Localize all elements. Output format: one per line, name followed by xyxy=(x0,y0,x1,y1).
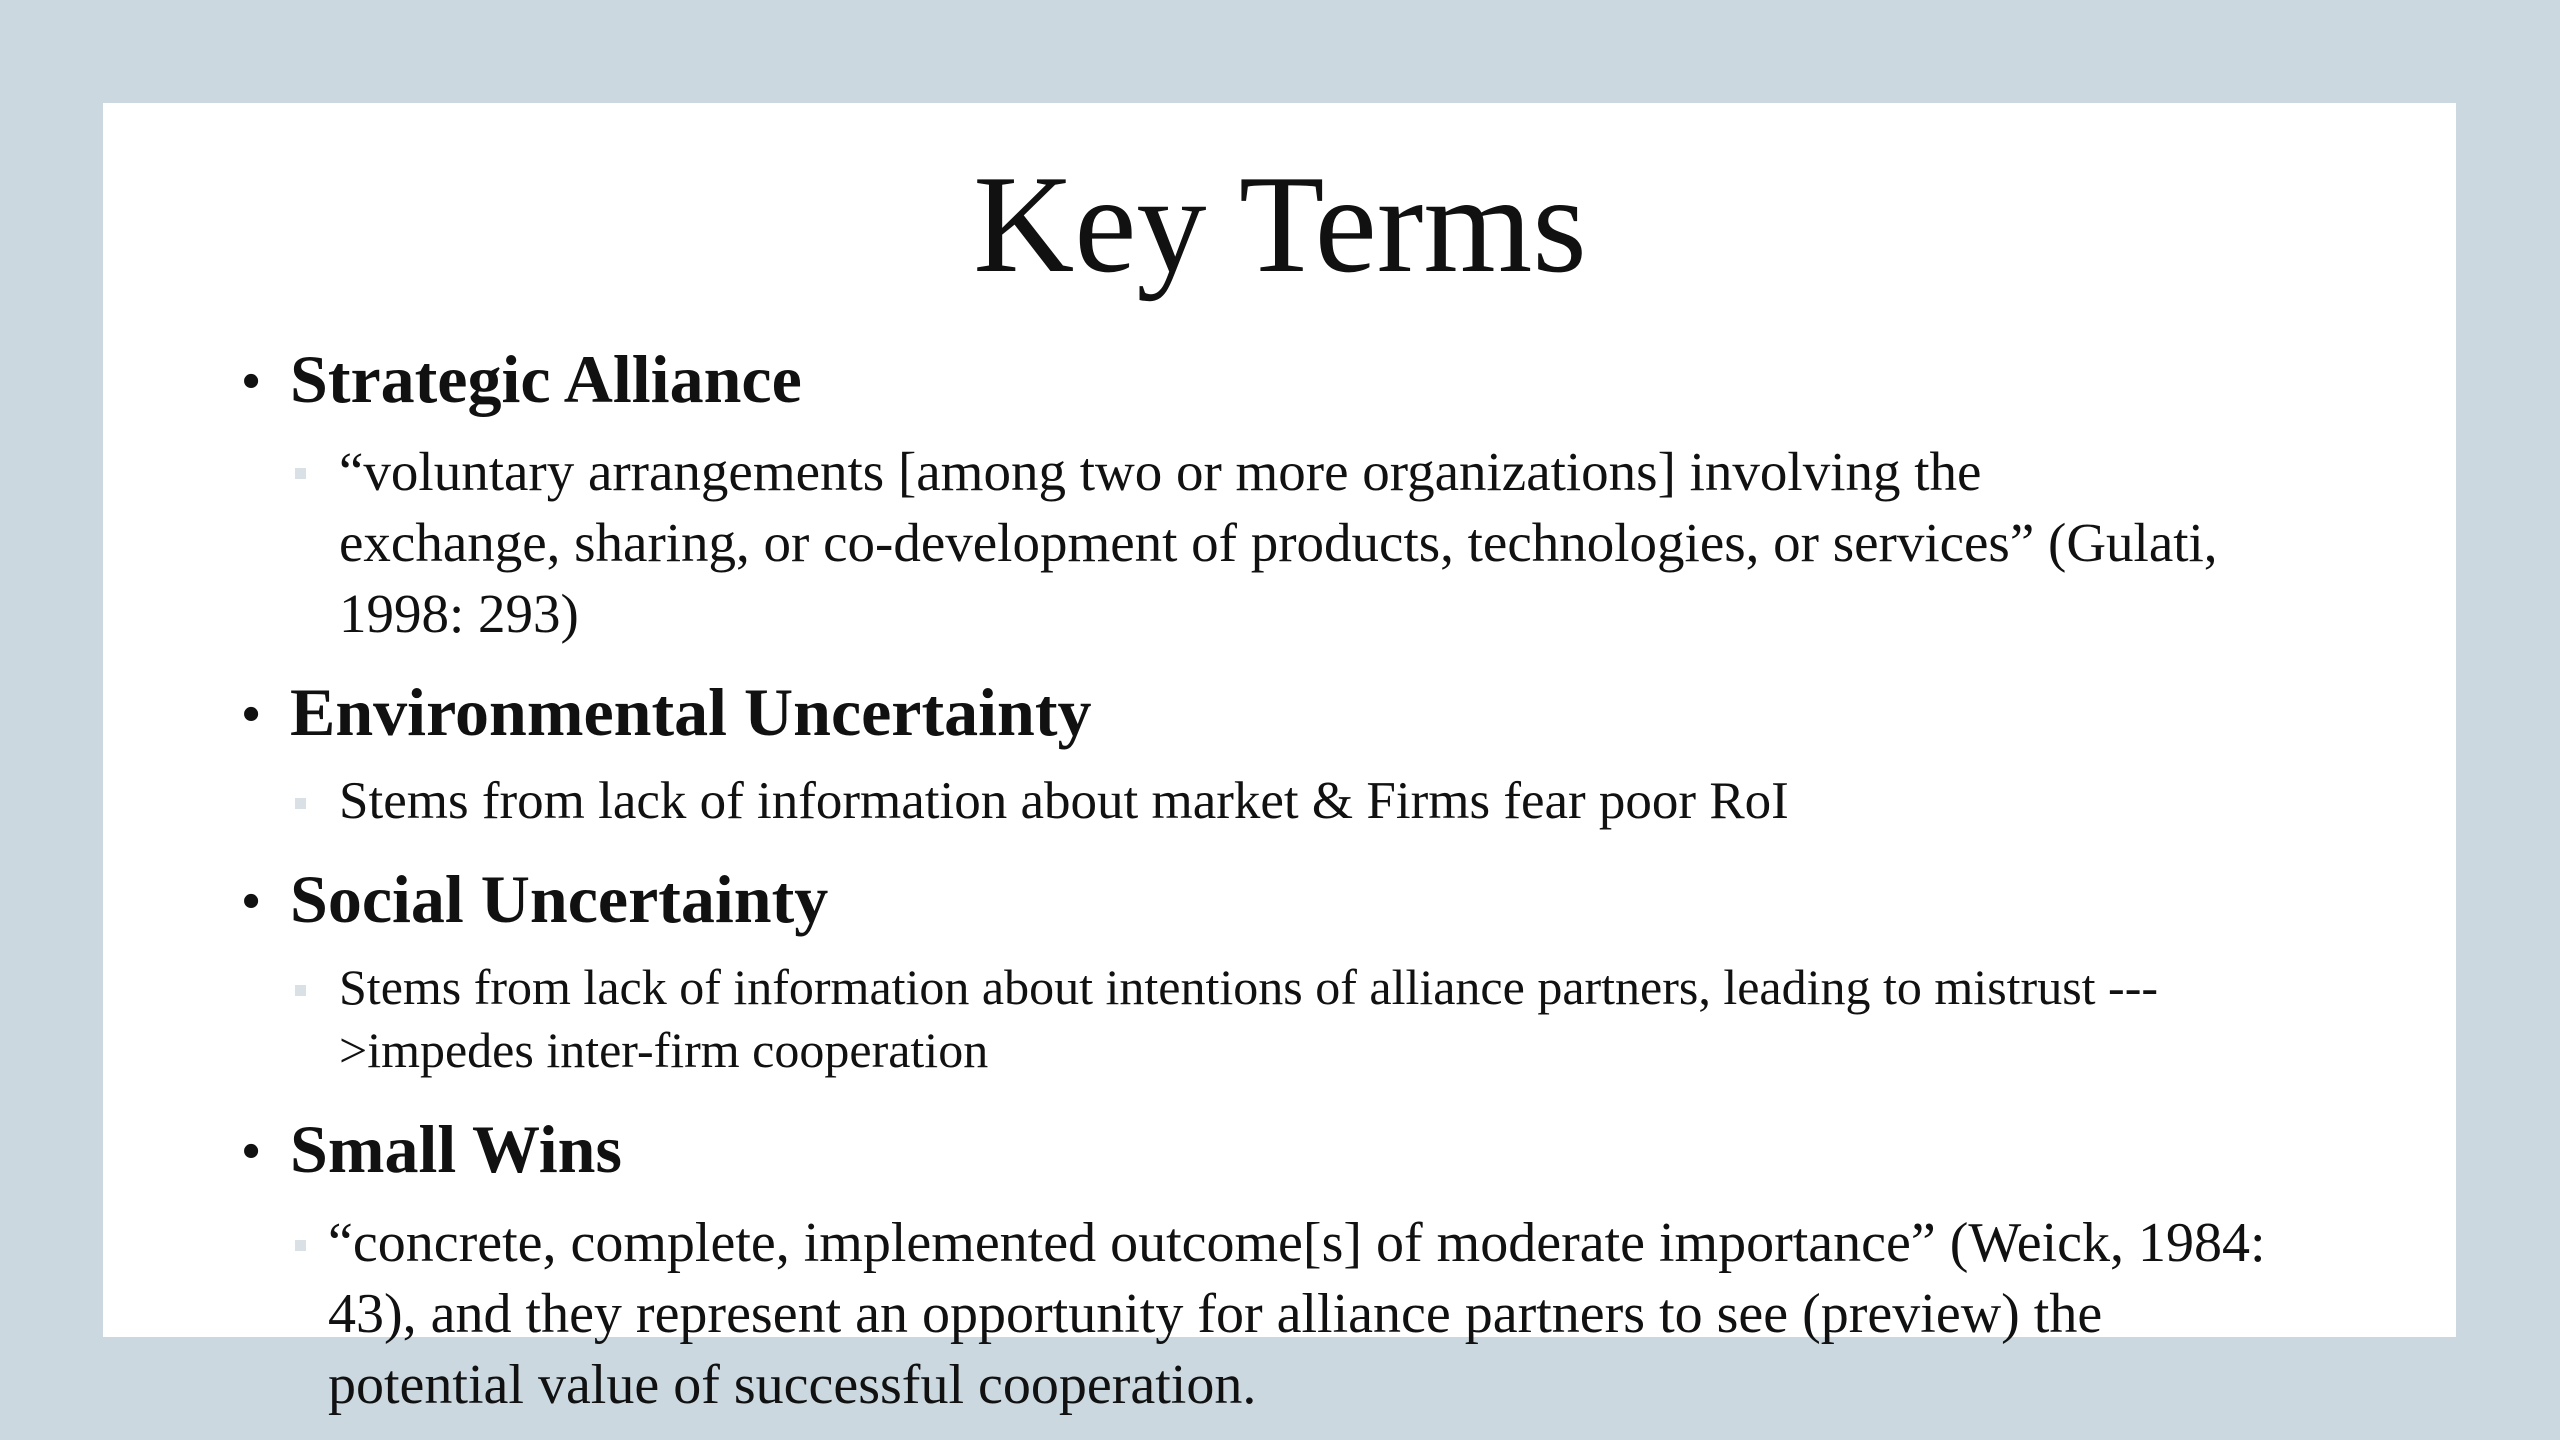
bullet-icon: • xyxy=(242,686,261,743)
definition-line: exchange, sharing, or co-development of products, technologies, or services” (Gulati, xyxy=(339,512,2218,573)
definition-line: Stems from lack of information about intentions of alliance partners, leading to mistrust --- xyxy=(339,959,2158,1015)
term-definition xyxy=(328,1208,2266,1421)
bullet-icon: • xyxy=(242,1123,261,1180)
term-definition xyxy=(339,436,2218,649)
definition-line: 1998: 293) xyxy=(339,583,579,644)
term-heading: Environmental Uncertainty xyxy=(290,674,1092,750)
term-definition xyxy=(339,956,2158,1082)
sub-bullet-icon xyxy=(295,468,306,479)
slide-title: Key Terms xyxy=(973,147,1587,302)
term-heading: Small Wins xyxy=(290,1111,622,1187)
bullet-icon: • xyxy=(242,353,261,410)
sub-bullet-icon xyxy=(295,1240,306,1251)
term-heading: Social Uncertainty xyxy=(290,861,829,937)
definition-line: 43), and they represent an opportunity for alliance partners to see (preview) the xyxy=(328,1283,2103,1345)
definition-line: potential value of successful cooperation. xyxy=(328,1354,1257,1416)
sub-bullet-icon xyxy=(295,798,306,809)
term-definition xyxy=(339,769,1789,833)
definition-line: “voluntary arrangements [among two or more organizations] involving the xyxy=(339,441,1982,502)
bullet-icon: • xyxy=(242,873,261,930)
term-heading: Strategic Alliance xyxy=(290,341,802,417)
sub-bullet-icon xyxy=(295,985,306,996)
definition-line: >impedes inter-firm cooperation xyxy=(339,1022,989,1078)
definition-line: “concrete, complete, implemented outcome[s] of moderate importance” (Weick, 1984: xyxy=(328,1212,2266,1274)
definition-line: Stems from lack of information about market & Firms fear poor RoI xyxy=(339,772,1789,830)
